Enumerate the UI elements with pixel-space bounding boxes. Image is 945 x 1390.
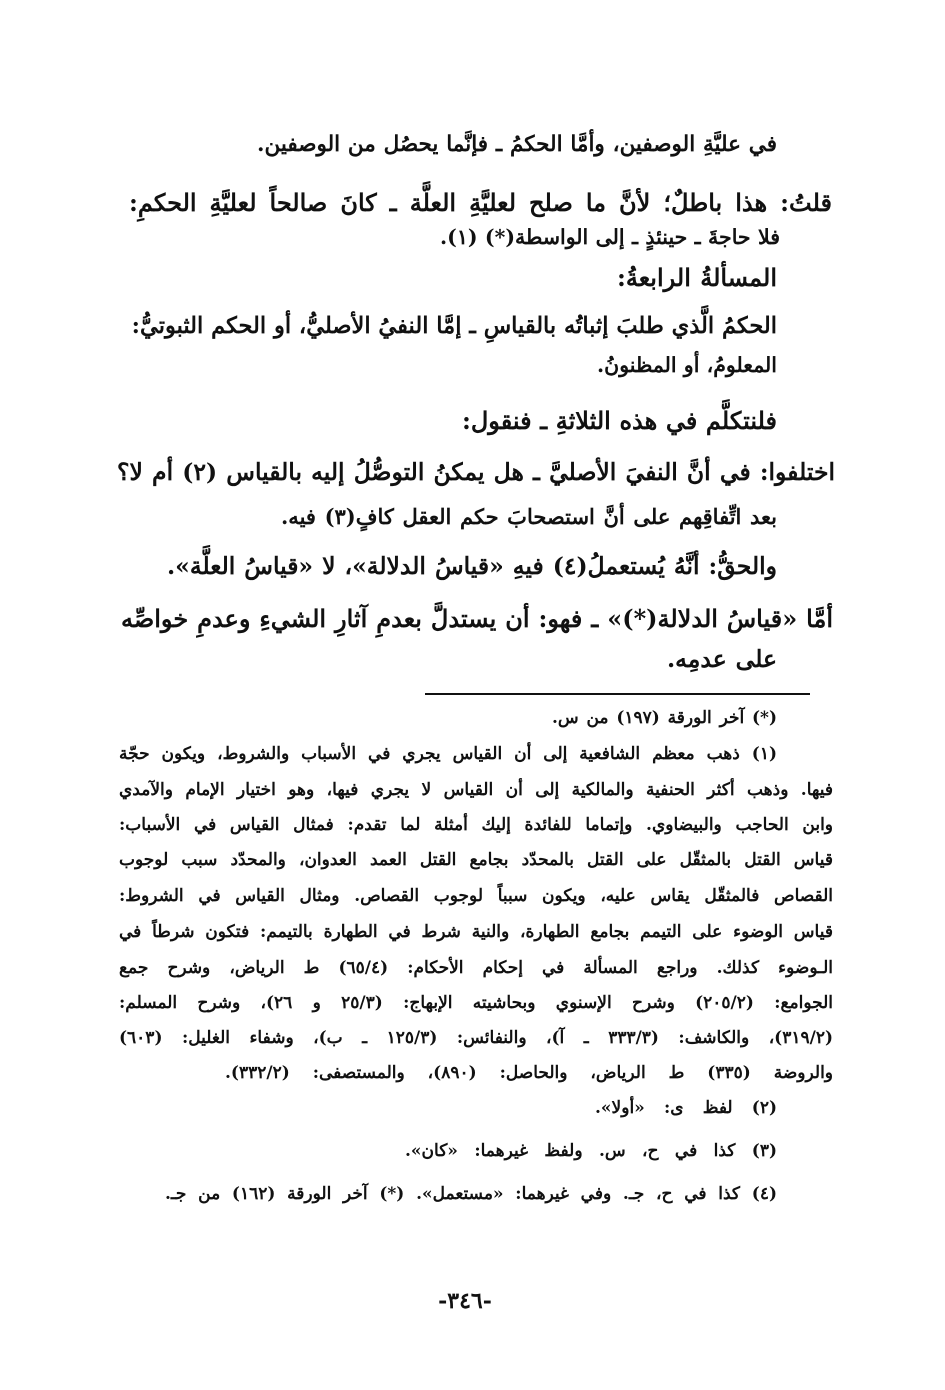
body-line: فلنتكلَّم في هذه الثلاثةِ ـ فنقول: [462,406,777,435]
footnote-line: فيها. وذهب أكثر الحنفية والمالكية إلى أن القياس لا يجري فيها، وهو اختيار الإمام والآمدي [119,780,833,800]
footnote-line: الـوضوء كذلك. وراجع المسألة في إحكام الأحكام: (٦٥/٤) ط الرياض، وشرح جمع [119,958,833,978]
body-line: قلتُ: هذا باطلٌ؛ لأنَّ ما صلح لعليَّةِ العلَّة ـ كانَ صالحاً لعليَّةِ الحكمِ: [129,188,832,217]
footnote-line: (٣) كذا في ح، س. ولفظ غيرهما: «كان». [405,1141,777,1161]
section-heading: المسألةُ الرابعةُ: [617,263,777,292]
footnote-divider [425,693,810,695]
body-line: المعلومُ، أو المظنونُ. [597,353,777,377]
footnote-line: والروضة (٣٣٥) ط الرياض، والحاصل: (٨٩٠)، والمستصفى: (٣٣٢/٢). [225,1063,833,1083]
footnote-line: (٢) لفظ ى: «أولا». [595,1098,777,1118]
body-line: والحقُّ: أنَّهُ يُستعملُ(٤) فيهِ «قياسُ الدلالة»، لا «قياسُ العلَّة». [167,552,777,580]
body-line: على عدمِه. [667,645,777,673]
footnote-line: (٤) كذا في ح، جـ. وفي غيرهما: «مستعمل». (*) آخر الورقة (١٦٢) من جـ. [165,1184,777,1204]
body-line: في عليَّةِ الوصفين، وأمَّا الحكمُ ـ فإنَّما يحصُل من الوصفين. [257,132,777,157]
page-number: -٣٤٦- [438,1288,492,1314]
body-line: أمَّا «قياسُ الدلالة(*)» ـ فهو: أن يستدلَّ بعدمِ آثارِ الشيءِ وعدمِ خواصِّه [121,604,834,633]
footnote-line: (٣١٩/٢)، والكاشف: (٣٣٣/٣ ـ آ)، والنفائس: (١٢٥/٣ ـ ب)، وشفاء الغليل: (٦٠٣) [119,1028,834,1048]
footnote-line: (*) آخر الورقة (١٩٧) من س. [552,708,777,728]
footnote-line: قياس القتل بالمثقّل على القتل بالمحدّد بجامع القتل العمد العدوان، والمحدّد سبب لوجوب [119,850,833,870]
footnote-line: القصاص فالمثقّل يقاس عليه، ويكون سبباً لوجوب القصاص. ومثال القياس في الشروط: [119,886,833,906]
footnote-line: قياس الوضوء على التيمم بجامع الطهارة، والنية شرط في الطهارة بالتيمم: فتكون شرطاً في [119,922,833,942]
body-line: اختلفوا: في أنَّ النفيَ الأصليَّ ـ هل يمكنُ التوصُّلُ إليه بالقياس (٢) أم لا؟ [117,458,836,486]
body-line: فلا حاجةَ ـ حينئذٍ ـ إلى الواسطة(*) (١). [440,225,780,249]
footnote-line: (١) ذهب معظم الشافعية إلى أن القياس يجري في الأسباب والشروط، ويكون حجّة [119,744,777,764]
footnote-line: الجوامع: (٢٠٥/٢) وشرح الإسنوي وبحاشيته الإبهاج: (٢٥/٣ و ٢٦)، وشرح المسلم: [119,993,834,1013]
body-line: بعد اتِّفاقِهم على أنَّ استصحابَ حكم العقل كافٍ(٣) فيه. [281,504,777,529]
body-line: الحكمُ الَّذي طلبَ إثباتُه بالقياسِ ـ إمَّا النفيُ الأصليُّ، أو الحكم الثبوتيُّ: [131,313,777,339]
footnote-line: وابن الحاجب والبيضاوي. وإتماما للفائدة إليك أمثلة لما تقدم: فمثال القياس في الأسباب: [119,815,833,835]
